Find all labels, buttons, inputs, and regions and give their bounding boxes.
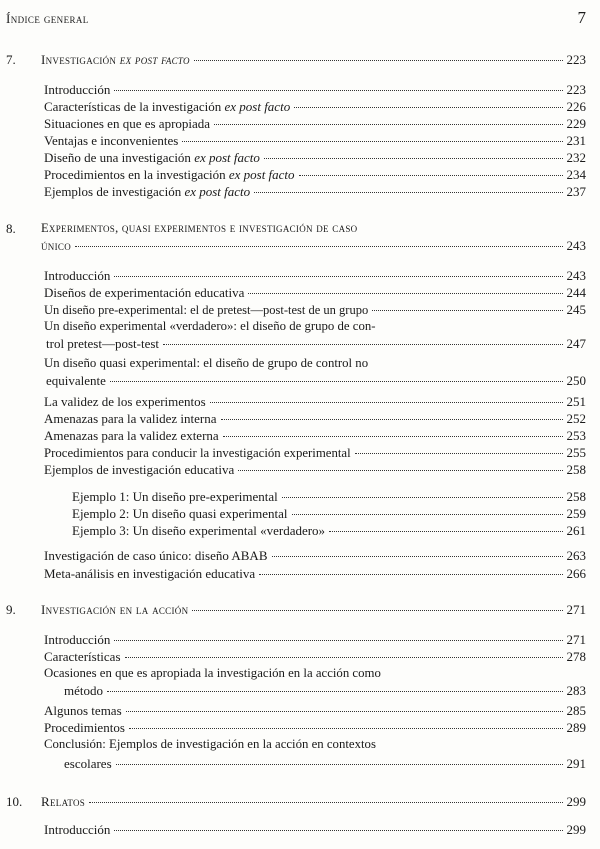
entry-title: Diseño de una investigación — [44, 150, 195, 165]
toc-entry[interactable] — [44, 99, 586, 114]
entry-page: 244 — [566, 285, 586, 300]
entry-page: 234 — [566, 167, 586, 182]
entry-title: Un diseño pre-experimental: el de pretest—post-test de un grupo — [44, 303, 369, 317]
leader-dots — [294, 107, 562, 108]
entry-title-italic: ex post facto — [228, 167, 295, 182]
leader-dots — [126, 711, 563, 712]
entry-title-line1: Conclusión: Ejemplos de investigación en la acción en contextos — [44, 737, 376, 751]
leader-dots — [248, 293, 562, 294]
leader-dots — [264, 158, 563, 159]
toc-entry[interactable] — [44, 302, 586, 318]
entry-page: 278 — [566, 649, 586, 664]
entry-title: Diseños de experimentación educativa — [44, 285, 245, 300]
leader-dots — [259, 574, 562, 575]
leader-dots — [329, 531, 562, 532]
entry-page: 255 — [566, 445, 586, 460]
entry-title: Meta-análisis en investigación educativa — [44, 566, 256, 581]
toc-entry[interactable] — [44, 167, 586, 182]
leader-dots — [163, 344, 562, 345]
leader-dots — [110, 381, 563, 382]
entry-page: 271 — [566, 632, 586, 647]
entry-title: Procedimientos para conducir la investigación experimental — [44, 446, 351, 460]
entry-page: 299 — [566, 822, 586, 837]
leader-dots — [75, 246, 563, 247]
entry-page: 237 — [566, 184, 586, 199]
entry-title: Ventajas e inconvenientes — [44, 133, 179, 148]
toc-entry[interactable] — [44, 822, 586, 837]
header-page-number: 7 — [577, 8, 586, 27]
entry-page: 247 — [566, 336, 586, 351]
leader-dots — [182, 141, 562, 142]
toc-entry[interactable] — [44, 666, 586, 698]
entry-title: Características — [44, 649, 121, 664]
running-header — [6, 8, 586, 30]
chapter-page: 299 — [566, 794, 586, 809]
entry-title-line1: Un diseño quasi experimental: el diseño de grupo de control no — [44, 356, 369, 370]
toc-entry[interactable] — [44, 720, 586, 735]
leader-dots — [299, 175, 563, 176]
leader-dots — [114, 640, 562, 641]
chapter-title: Relatos — [41, 794, 86, 809]
toc-entry[interactable] — [44, 133, 586, 148]
leader-dots — [194, 60, 563, 61]
toc-entry[interactable] — [44, 82, 586, 97]
entry-title: Introducción — [44, 822, 111, 837]
entry-title-italic: ex post facto — [224, 99, 291, 114]
leader-dots — [192, 610, 562, 611]
chapter-number: 10. — [6, 794, 23, 809]
leader-dots — [114, 90, 562, 91]
entry-page: 283 — [566, 683, 586, 698]
entry-title: Procedimientos — [44, 720, 125, 735]
leader-dots — [125, 657, 563, 658]
entry-page: 251 — [566, 394, 586, 409]
entry-title-line1: Un diseño experimental «verdadero»: el diseño de grupo de con- — [44, 319, 376, 333]
leader-dots — [238, 470, 562, 471]
toc-entry[interactable] — [44, 268, 586, 283]
entry-title: método — [64, 683, 103, 698]
toc-subentry[interactable] — [72, 523, 586, 538]
toc-entry[interactable] — [44, 319, 586, 351]
toc-entry[interactable] — [44, 285, 586, 300]
chapter-title-italic: ex post facto — [119, 52, 190, 67]
leader-dots — [221, 419, 563, 420]
entry-page: 258 — [566, 462, 586, 477]
entry-page: 253 — [566, 428, 586, 443]
toc-entry[interactable] — [44, 445, 586, 461]
entry-page: 291 — [566, 756, 586, 771]
entry-page: 289 — [566, 720, 586, 735]
entry-title-line1: Ocasiones en que es apropiada la investigación en la acción como — [44, 666, 381, 680]
leader-dots — [129, 728, 563, 729]
chapter-number: 7. — [6, 52, 16, 67]
entry-title: Ejemplo 1: Un diseño pre-experimental — [72, 489, 278, 504]
toc-entry[interactable] — [44, 184, 586, 199]
leader-dots — [214, 124, 562, 125]
leader-dots — [292, 514, 563, 515]
entry-title-italic: ex post facto — [194, 150, 260, 165]
entry-page: 223 — [566, 82, 586, 97]
toc-entry[interactable] — [44, 462, 586, 477]
chapter-page: 223 — [566, 52, 586, 67]
entry-title: Amenazas para la validez externa — [44, 428, 219, 443]
leader-dots — [355, 453, 563, 454]
chapter-title: Investigación — [41, 52, 120, 67]
toc-entry[interactable] — [44, 632, 586, 647]
chapter-number: 9. — [6, 602, 16, 617]
entry-page: 263 — [566, 548, 586, 563]
entry-page: 261 — [566, 523, 586, 538]
entry-title: equivalente — [46, 373, 106, 388]
entry-title: Introducción — [44, 632, 111, 647]
entry-title: Características de la investigación — [44, 99, 225, 114]
chapter-page: 243 — [566, 238, 586, 253]
leader-dots — [272, 556, 563, 557]
header-title: Índice general — [6, 11, 89, 26]
chapter-title-line: único — [41, 238, 71, 253]
toc-entry[interactable] — [44, 566, 586, 581]
entry-title: Amenazas para la validez interna — [44, 411, 217, 426]
leader-dots — [210, 402, 563, 403]
leader-dots — [107, 691, 563, 692]
entry-page: 250 — [566, 373, 586, 388]
entry-title: Ejemplo 2: Un diseño quasi experimental — [72, 506, 288, 521]
entry-title-italic: ex post facto — [184, 184, 251, 199]
entry-title: Introducción — [44, 268, 111, 283]
entry-title: escolares — [64, 756, 112, 771]
toc-entry[interactable] — [44, 737, 586, 771]
entry-title: trol pretest—post-test — [46, 336, 160, 351]
leader-dots — [116, 764, 563, 765]
toc-entry[interactable] — [44, 116, 586, 131]
entry-page: 245 — [566, 302, 586, 317]
entry-title: Investigación de caso único: diseño ABAB — [44, 548, 268, 563]
entry-page: 232 — [566, 150, 586, 165]
leader-dots — [254, 192, 562, 193]
chapter-number: 8. — [6, 221, 16, 236]
entry-title: Ejemplos de investigación — [44, 184, 185, 199]
toc-entry[interactable] — [44, 548, 586, 563]
entry-title: La validez de los experimentos — [44, 394, 206, 409]
entry-title: Ejemplos de investigación educativa — [44, 462, 235, 477]
leader-dots — [114, 830, 562, 831]
entry-page: 259 — [566, 506, 586, 521]
toc-subentry[interactable] — [72, 506, 586, 521]
toc-entry[interactable] — [44, 150, 586, 165]
leader-dots — [223, 436, 563, 437]
toc-entry[interactable] — [44, 394, 586, 409]
toc-entry[interactable] — [44, 703, 586, 718]
entry-title: Procedimientos en la investigación — [44, 167, 229, 182]
chapter-page: 271 — [566, 602, 586, 617]
entry-page: 252 — [566, 411, 586, 426]
entry-page: 226 — [566, 99, 586, 114]
entry-title: Ejemplo 3: Un diseño experimental «verdadero» — [72, 523, 326, 538]
entry-title: Algunos temas — [44, 703, 122, 718]
leader-dots — [282, 497, 563, 498]
toc-entry[interactable] — [44, 649, 586, 664]
toc-subentry[interactable] — [72, 489, 586, 504]
entry-title: Introducción — [44, 82, 111, 97]
toc-entry[interactable] — [44, 356, 586, 388]
entry-page: 266 — [566, 566, 586, 581]
toc-entry[interactable] — [44, 428, 586, 443]
leader-dots — [372, 310, 562, 311]
leader-dots — [89, 802, 562, 803]
entry-page: 285 — [566, 703, 586, 718]
entry-page: 243 — [566, 268, 586, 283]
chapter-title: Investigación en la acción — [41, 602, 189, 617]
chapter-title-line: Experimentos, quasi experimentos e investigación de caso — [41, 221, 358, 235]
leader-dots — [114, 276, 562, 277]
entry-page: 231 — [566, 133, 586, 148]
entry-title: Situaciones en que es apropiada — [44, 116, 211, 131]
entry-page: 229 — [566, 116, 586, 131]
entry-page: 258 — [566, 489, 586, 504]
toc-entry[interactable] — [44, 411, 586, 426]
